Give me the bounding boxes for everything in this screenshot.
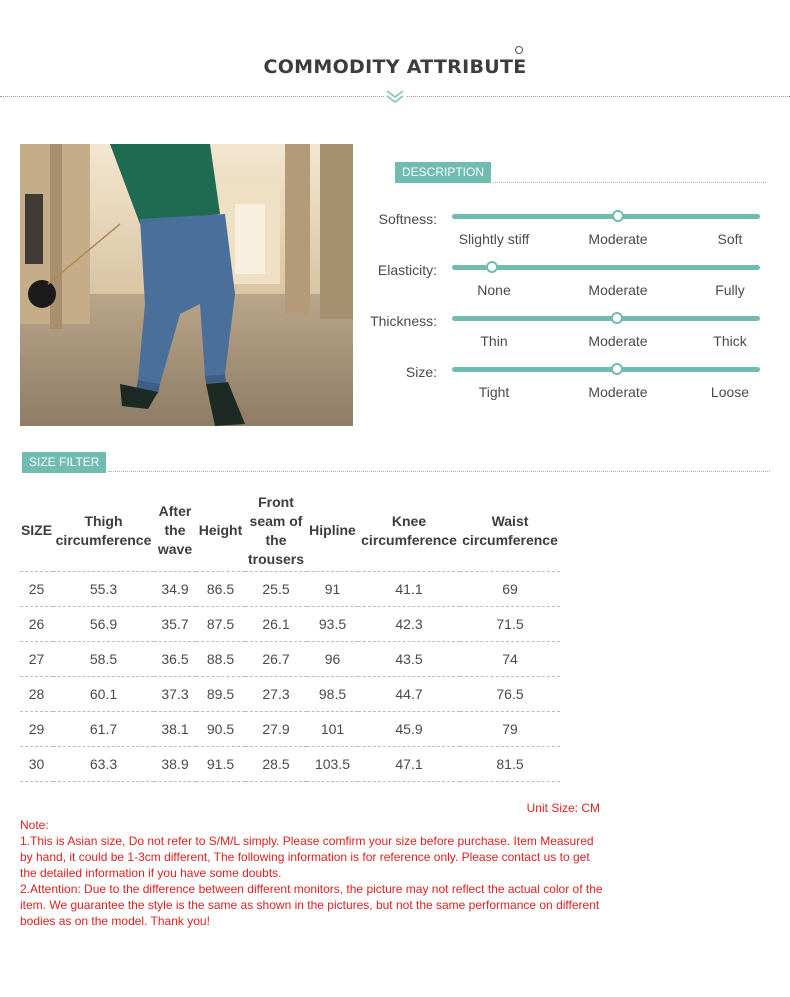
column-header: Waist circumference xyxy=(462,512,558,548)
softness-option-mid: Moderate xyxy=(588,231,648,247)
table-row xyxy=(20,711,560,746)
description-divider xyxy=(493,182,766,183)
table-cell: 29 xyxy=(20,711,53,746)
table-cell: 71.5 xyxy=(460,606,560,641)
table-cell: 87.5 xyxy=(196,606,245,641)
table-row xyxy=(20,641,560,676)
table-cell: 34.9 xyxy=(154,571,196,606)
table-cell: 25 xyxy=(20,571,53,606)
size-option-low: Tight xyxy=(478,384,510,400)
page-title: COMMODITY ATTRIBUTE xyxy=(263,56,527,78)
size-table-body xyxy=(20,571,560,781)
table-cell: 93.5 xyxy=(307,606,358,641)
softness-slider-knob xyxy=(612,210,624,222)
table-cell: 88.5 xyxy=(196,641,245,676)
table-cell: 36.5 xyxy=(154,641,196,676)
column-header: Knee circumference xyxy=(361,512,457,548)
size-filter-tag: SIZE FILTER xyxy=(22,452,106,473)
size-option-high: Loose xyxy=(710,384,750,400)
table-row xyxy=(20,606,560,641)
table-cell: 74 xyxy=(460,641,560,676)
softness-option-low: Slightly stiff xyxy=(458,231,530,247)
elasticity-slider-track xyxy=(452,265,760,270)
table-cell: 28.5 xyxy=(245,746,307,781)
table-cell: 47.1 xyxy=(358,746,460,781)
double-chevron-down-icon xyxy=(384,88,406,104)
table-cell: 27 xyxy=(20,641,53,676)
table-cell: 91 xyxy=(307,571,358,606)
table-cell: 69 xyxy=(460,571,560,606)
table-cell: 58.5 xyxy=(53,641,154,676)
unit-label: Unit Size: CM xyxy=(526,801,600,815)
table-cell: 27.9 xyxy=(245,711,307,746)
table-cell: 26.1 xyxy=(245,606,307,641)
notes xyxy=(20,817,605,929)
table-cell: 37.3 xyxy=(154,676,196,711)
table-cell: 41.1 xyxy=(358,571,460,606)
table-cell: 60.1 xyxy=(53,676,154,711)
size-slider-track xyxy=(452,367,760,372)
table-row xyxy=(20,571,560,606)
column-header: Height xyxy=(198,522,243,539)
column-header: After the wave xyxy=(157,503,193,558)
attribute-label: Softness: xyxy=(378,211,437,227)
table-cell: 90.5 xyxy=(196,711,245,746)
table-cell: 45.9 xyxy=(358,711,460,746)
thickness-option-high: Thick xyxy=(713,333,747,349)
table-cell: 101 xyxy=(307,711,358,746)
degree-mark-icon xyxy=(515,46,523,54)
size-table xyxy=(20,491,560,782)
table-cell: 103.5 xyxy=(307,746,358,781)
table-cell: 26.7 xyxy=(245,641,307,676)
table-cell: 38.9 xyxy=(154,746,196,781)
column-header: Front seam of the trousers xyxy=(247,493,305,567)
elasticity-option-high: Fully xyxy=(715,282,745,298)
size-filter-divider xyxy=(108,471,770,472)
size-option-mid: Moderate xyxy=(588,384,648,400)
table-cell: 86.5 xyxy=(196,571,245,606)
table-cell: 38.1 xyxy=(154,711,196,746)
table-row xyxy=(20,746,560,781)
table-cell: 26 xyxy=(20,606,53,641)
table-cell: 91.5 xyxy=(196,746,245,781)
column-header: Thigh circumference xyxy=(55,512,152,548)
table-cell: 89.5 xyxy=(196,676,245,711)
table-row xyxy=(20,676,560,711)
table-cell: 61.7 xyxy=(53,711,154,746)
column-header: SIZE xyxy=(20,522,53,539)
elasticity-option-low: None xyxy=(477,282,511,298)
table-cell: 27.3 xyxy=(245,676,307,711)
note-heading: Note: xyxy=(20,818,49,832)
column-header: Hipline xyxy=(309,522,356,539)
attribute-label: Elasticity: xyxy=(377,262,437,278)
attribute-label: Size: xyxy=(405,364,437,380)
table-cell: 30 xyxy=(20,746,53,781)
note-item: 2.Attention: Due to the difference between different monitors, the picture may not reflect the actual color of the item. We guarantee the style is the same as shown in the pictures, but not the same performance on different bodies as on the model. Thank you! xyxy=(20,882,603,928)
table-cell: 96 xyxy=(307,641,358,676)
table-cell: 56.9 xyxy=(53,606,154,641)
table-cell: 44.7 xyxy=(358,676,460,711)
table-cell: 98.5 xyxy=(307,676,358,711)
model-photo xyxy=(20,144,353,426)
softness-slider-track xyxy=(452,214,760,219)
table-cell: 28 xyxy=(20,676,53,711)
table-cell: 76.5 xyxy=(460,676,560,711)
thickness-slider-track xyxy=(452,316,760,321)
description-tag: DESCRIPTION xyxy=(395,162,491,183)
size-slider-knob xyxy=(611,363,623,375)
table-cell: 81.5 xyxy=(460,746,560,781)
thickness-slider-knob xyxy=(611,312,623,324)
table-cell: 43.5 xyxy=(358,641,460,676)
table-cell: 35.7 xyxy=(154,606,196,641)
table-cell: 55.3 xyxy=(53,571,154,606)
thickness-option-mid: Moderate xyxy=(588,333,648,349)
softness-option-high: Soft xyxy=(717,231,743,247)
table-cell: 42.3 xyxy=(358,606,460,641)
note-item: 1.This is Asian size, Do not refer to S/M/L simply. Please comfirm your size before purchase. Item Measured by hand, it could be 1-3cm different, The following information is for reference only. Please contact us to get the detailed information if you have some doubts. xyxy=(20,834,594,880)
elasticity-option-mid: Moderate xyxy=(588,282,648,298)
elasticity-slider-knob xyxy=(486,261,498,273)
table-cell: 25.5 xyxy=(245,571,307,606)
table-cell: 79 xyxy=(460,711,560,746)
table-cell: 63.3 xyxy=(53,746,154,781)
thickness-option-low: Thin xyxy=(480,333,508,349)
attribute-label: Thickness: xyxy=(370,313,437,329)
table-header-row xyxy=(20,491,560,571)
